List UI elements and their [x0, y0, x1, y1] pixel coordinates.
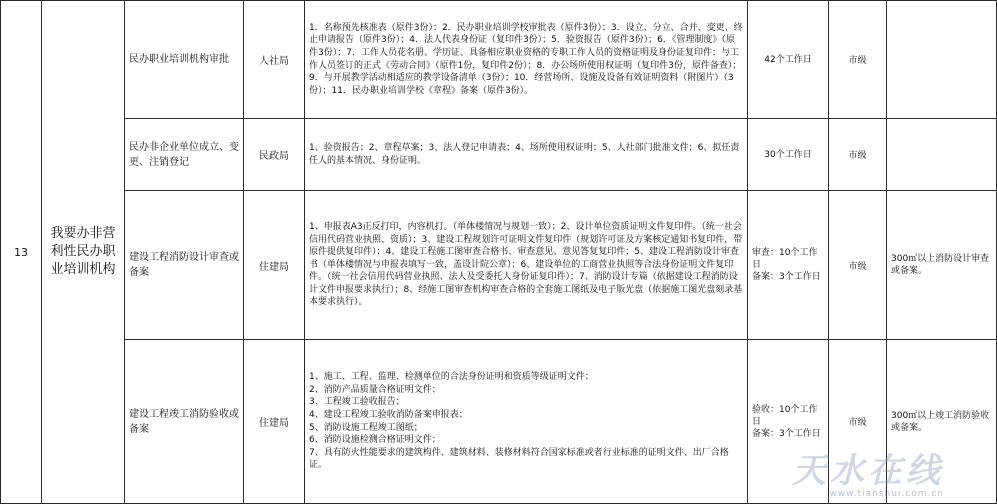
- material-line: 7、具有防火性能要求的建筑构件、建筑材料、装修材料符合国家标准或者行业标准的证明文件、出厂合格证。: [309, 447, 729, 471]
- table-row: [1, 340, 997, 504]
- sub-item-name: 民办非企业单位成立、变更、注销登记: [125, 119, 244, 191]
- time-line: 备案：3个工作日: [752, 272, 821, 282]
- remark: 300㎡以上消防设计审查或备案。: [887, 191, 997, 340]
- watermark-url: www.tianshui.com.cn: [829, 489, 944, 499]
- materials-list: 1、验资报告；2、章程草案；3、法人登记申请表；4、场所使用权证明；5、人社部门批准文件；6、拟任责任人的基本情况、身份证明。: [305, 119, 748, 191]
- processing-time: [748, 191, 829, 340]
- sub-item-name: 建设工程竣工消防验收或备案: [125, 340, 244, 504]
- sub-item-name: 民办职业培训机构审批: [125, 1, 244, 119]
- material-line: 4、建设工程竣工验收消防备案申报表；: [309, 409, 468, 420]
- material-line: 1、施工、工程、监理、检测单位的合法身份证明和资质等级证明文件；: [309, 372, 594, 383]
- remark: 300㎡以上竣工消防验收或备案。: [887, 340, 997, 504]
- table-row: [1, 1, 997, 119]
- sub-item-name: 建设工程消防设计审查或备案: [125, 191, 244, 340]
- time-line: 备案：3个工作日: [752, 428, 821, 439]
- materials-list: [305, 340, 748, 504]
- processing-time: [748, 340, 829, 504]
- remark: [887, 1, 997, 119]
- time-line: 审查：10个工作日: [752, 248, 818, 270]
- department: 住建局: [244, 340, 305, 504]
- table-row: [1, 119, 997, 191]
- row-number: 13: [1, 1, 42, 504]
- time-line: 30个工作日: [764, 149, 812, 160]
- watermark-logo: 天水在线: [792, 451, 944, 491]
- department: 人社局: [244, 1, 305, 119]
- item-title: 我要办非营利性民办职业培训机构: [42, 1, 125, 504]
- department: 民政局: [244, 119, 305, 191]
- materials-list: 1．名称预先核准表（原件3份）；2．民办职业培训学校审批表（原件3份）；3．设立、分立、合并、变更、终止申请报告（原件3份）；4．法人代表身份证（复印件3份）；5．验资报告（原件3份）；6．《管理制度》（原件3份）；7．工作人员花名册、学历证、具备相应职业资格的专职工作人员的资格证明及身份证复印件；与工作人员签订的正式《劳动合同》（原件1份，复印件2份）；8．办公场所使用权证明（复印件3份，原件备查）；9．与开展教学活动相适应的教学设备清单（3份）；10．经营场所、设施及设备有效证明资料（附图片）（3份）；11．民办职业培训学校《章程》备案（原件3份）。: [305, 1, 748, 119]
- table-row: [1, 191, 997, 340]
- material-line: 5、消防设施工程竣工图纸；: [309, 422, 423, 433]
- time-line: 验收：10个工作日: [752, 404, 818, 427]
- service-level: 市级: [829, 340, 887, 504]
- material-line: 3、工程竣工验收报告；: [309, 397, 405, 408]
- service-level: 市级: [829, 119, 887, 191]
- department: 住建局: [244, 191, 305, 340]
- materials-list: 1、申报表A3正反打印，内容机打。（单体楼情况与规划一致）；2、设计单位资质证明文件复印件。（统一社会信用代码营业执照、资质）；3、建设工程规划许可证明文件复印件（规划许可证及方案核定通知书复印件，带原件提供复印件）；4、建设工程施工图审查合格书、审查意见、意见答复复印件；5、建设工程消防设计审查书（单体楼情况与申报表填写一致，盖设计院公章）；6、建设单位的工商营业执照等合法身份证明文件复印件。（统一社会信用代码营业执照、法人及受委托人身份证复印件）；7、消防设计专篇（依据建设工程消防设计文件申报要求执行）；8、经施工图审查机构审查合格的全套施工图纸及电子版光盘（依据施工图光盘刻录基本要求执行）。: [305, 191, 748, 340]
- processing-time: [748, 1, 829, 119]
- time-line: 42个工作日: [764, 54, 812, 65]
- material-line: 6、消防设施检测合格证明文件；: [309, 435, 441, 446]
- service-level: 市级: [829, 191, 887, 340]
- service-level: 市级: [829, 1, 887, 119]
- material-line: 2、消防产品质量合格证明文件；: [309, 384, 441, 395]
- processing-time: [748, 119, 829, 191]
- remark: [887, 119, 997, 191]
